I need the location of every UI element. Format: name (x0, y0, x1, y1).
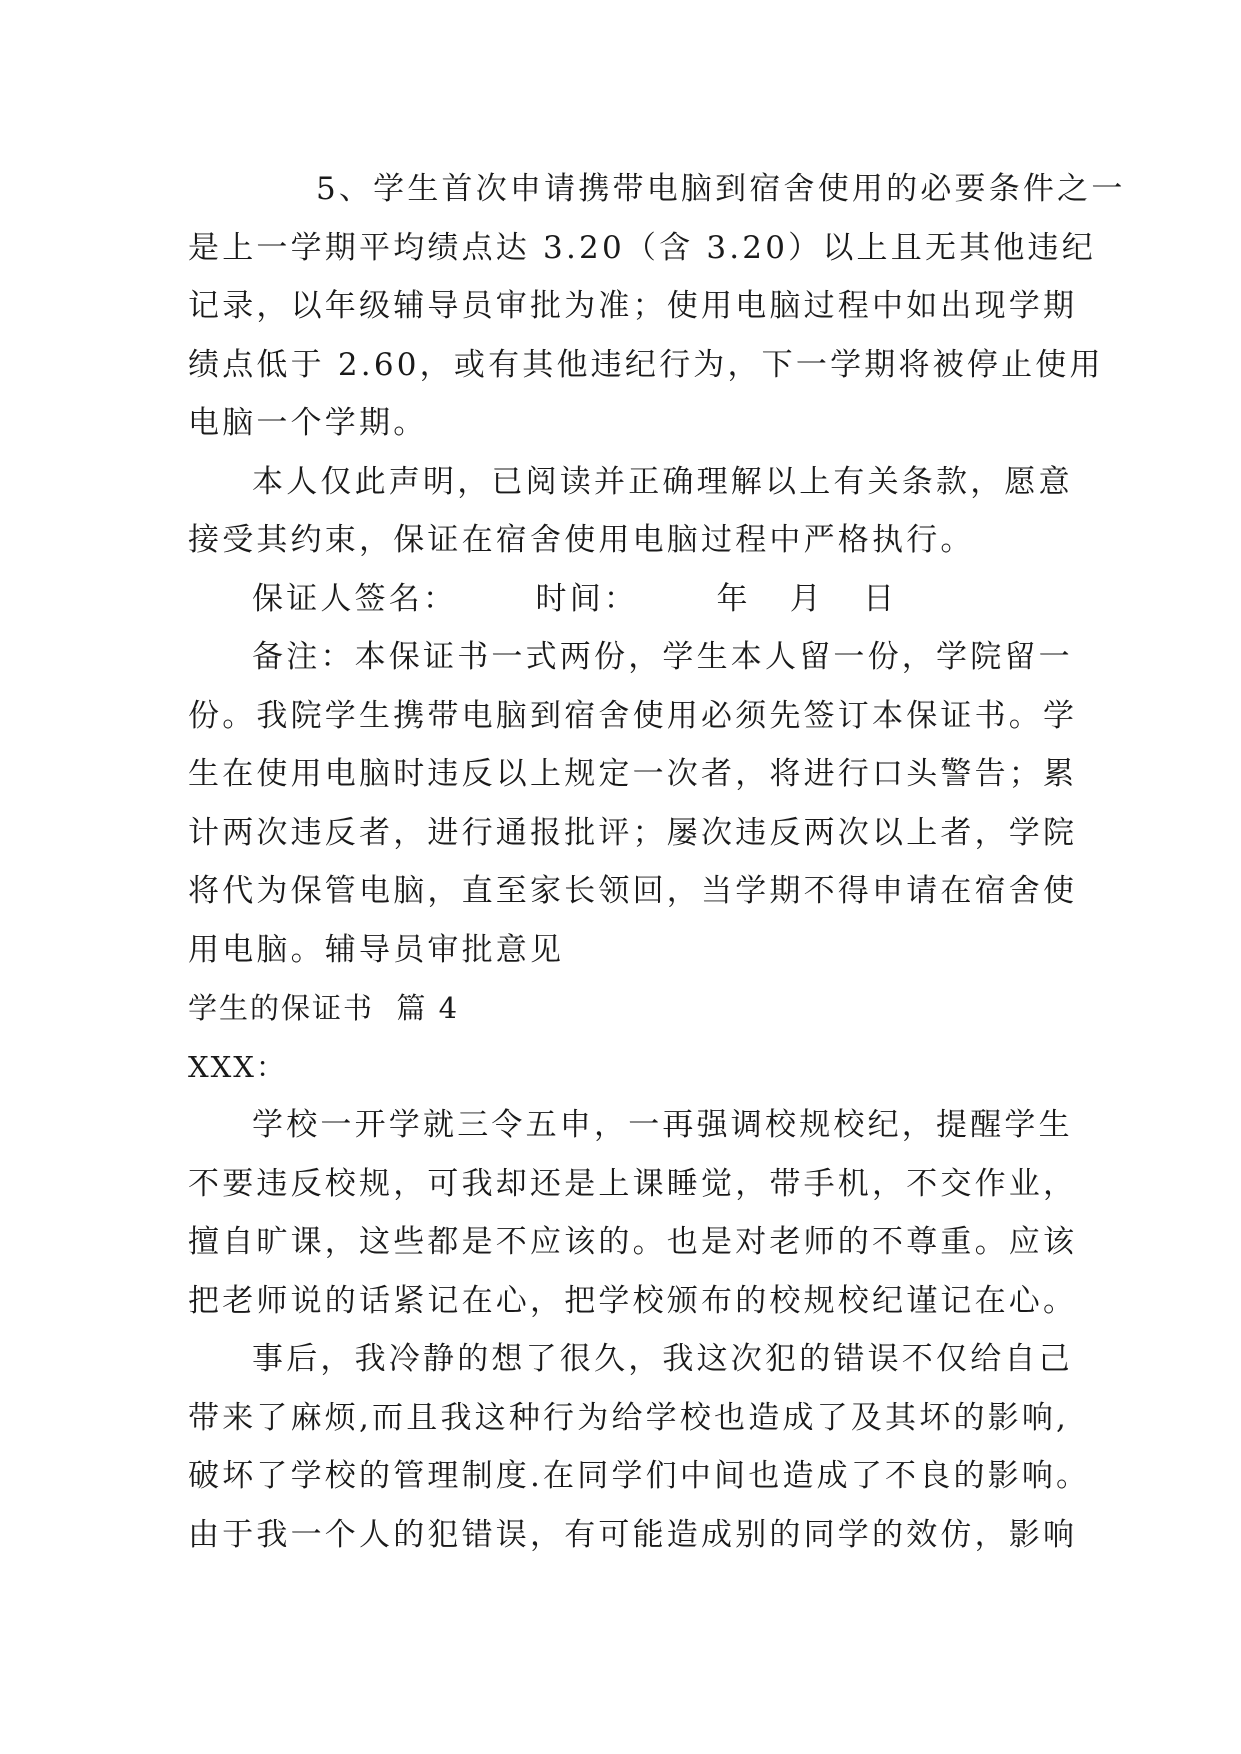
declaration-line: 接受其约束，保证在宿舍使用电脑过程中严格执行。 (188, 522, 975, 558)
item-5-line: 绩点低于 2.60，或有其他违纪行为，下一学期将被停止使用 (188, 346, 1104, 383)
declaration-line: 本人仅此声明，已阅读并正确理解以上有关条款，愿意 (252, 463, 1073, 500)
paragraph-line: 破坏了学校的管理制度.在同学们中间也造成了不良的影响。 (188, 1458, 1091, 1494)
remark-line: 用电脑。辅导员审批意见 (188, 931, 565, 968)
paragraph-line: 事后，我冷静的想了很久，我这次犯的错误不仅给自己 (252, 1341, 1073, 1377)
signature-line: 保证人签名： 时间： 年 月 日 (252, 580, 898, 617)
remark-paragraph (188, 628, 1078, 979)
declaration-paragraph (188, 453, 1073, 570)
remark-line: 将代为保管电脑，直至家长领回，当学期不得申请在宿舍使 (188, 873, 1078, 909)
remark-line: 备注：本保证书一式两份，学生本人留一份，学院留一 (252, 639, 1073, 675)
item-5-line: 记录，以年级辅导员审批为准；使用电脑过程中如出现学期 (188, 288, 1078, 324)
paragraph-line: 学校一开学就三令五申，一再强调校规校纪，提醒学生 (252, 1107, 1073, 1143)
item-5-line: 是上一学期平均绩点达 3.20（含 3.20）以上且无其他违纪 (188, 229, 1096, 266)
remark-line: 生在使用电脑时违反以上规定一次者，将进行口头警告；累 (188, 756, 1078, 792)
remark-line: 计两次违反者，进行通报批评；屡次违反两次以上者，学院 (188, 814, 1078, 851)
paragraph-line: 不要违反校规，可我却还是上课睡觉，带手机，不交作业， (188, 1165, 1078, 1202)
section-heading: 学生的保证书 篇 4 (188, 991, 460, 1025)
paragraph-line: 由于我一个人的犯错误，有可能造成别的同学的效仿，影响 (188, 1516, 1078, 1553)
item-5-paragraph (188, 160, 1126, 453)
item-5-line: 电脑一个学期。 (188, 405, 428, 441)
paragraph-line: 把老师说的话紧记在心，把学校颁布的校规校纪谨记在心。 (188, 1282, 1078, 1319)
paragraph-line: 擅自旷课，这些都是不应该的。也是对老师的不尊重。应该 (188, 1224, 1078, 1260)
body-paragraph-1 (188, 1096, 1078, 1330)
document-body (188, 160, 1126, 1564)
remark-line: 份。我院学生携带电脑到宿舍使用必须先签订本保证书。学 (188, 697, 1078, 734)
addressee: XXX： (188, 1049, 287, 1084)
body-paragraph-2 (188, 1330, 1091, 1564)
paragraph-line: 带来了麻烦,而且我这种行为给学校也造成了及其坏的影响, (188, 1399, 1070, 1436)
item-5-line: 5、学生首次申请携带电脑到宿舍使用的必要条件之一 (316, 171, 1126, 207)
